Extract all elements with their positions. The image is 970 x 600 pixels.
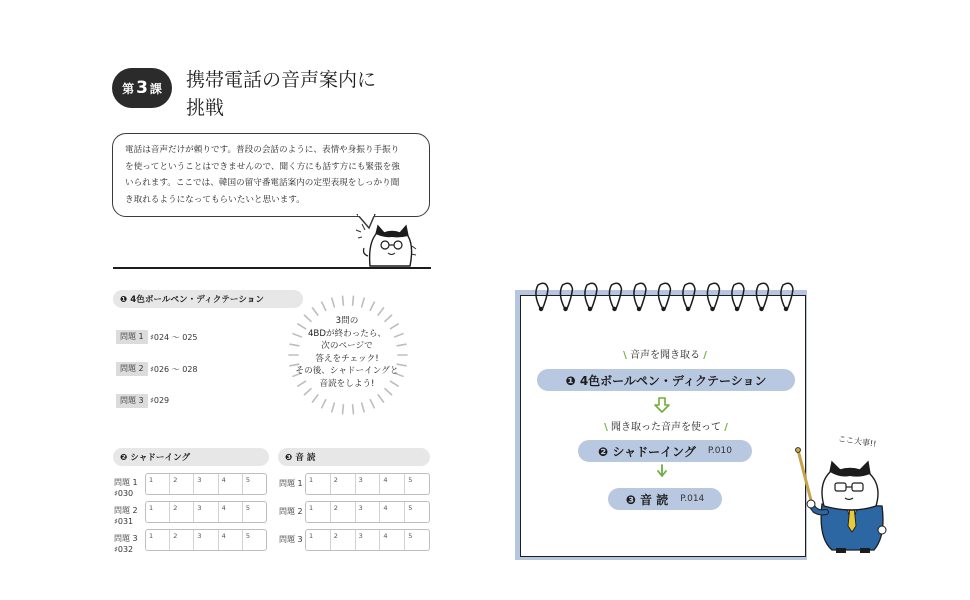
section2-row2-code: ♯031: [114, 517, 134, 526]
check-cell[interactable]: 3: [356, 474, 381, 494]
burst-tick: [370, 302, 374, 310]
binding-hole: [784, 307, 788, 311]
section2-row2-label: [114, 505, 138, 527]
pointing-cat-teacher-icon: [788, 446, 890, 554]
intro-line-1: 電話は音声だけが頼りです。普段の会話のように、表情や身振り手振り: [125, 145, 400, 155]
lesson-badge: [112, 68, 172, 108]
step1-dictation-pill: ❶ 4色ボールペン・ディクテーション: [537, 369, 795, 391]
note-line-6: 音読をしよう!: [319, 378, 375, 389]
check-cell[interactable]: 2: [331, 530, 356, 550]
arrow-down-outline-icon: [653, 396, 671, 414]
section3-row1-checkboxes[interactable]: [305, 473, 430, 495]
spiral-ring: [781, 283, 793, 310]
check-cell[interactable]: 2: [331, 502, 356, 522]
cat-speech: ここ大事!!: [837, 434, 877, 449]
section3-row3-label: 問題 3: [279, 535, 303, 544]
slash-right-icon: /: [703, 350, 707, 361]
caption-use-audio-text: 聞き取った音声を使って: [611, 422, 721, 433]
check-cell[interactable]: 5: [245, 476, 250, 484]
binding-hole: [759, 307, 763, 311]
lesson-number: 3: [136, 78, 148, 98]
section3-row1-label: 問題 1: [279, 479, 303, 488]
burst-tick: [343, 405, 344, 414]
caption-listen: [600, 346, 730, 361]
note-line-1: 3問の: [335, 316, 359, 326]
intro-speech-bubble: [112, 133, 430, 217]
section2-row1-label: [114, 477, 138, 499]
step3-page-ref: P.014: [680, 494, 705, 504]
section1-row1-range: ♯024 ～ 025: [150, 333, 198, 342]
lesson-title-line1: 携帯電話の音声案内に: [186, 69, 377, 91]
check-cell[interactable]: 3: [356, 502, 381, 522]
slash-right-icon: /: [724, 422, 728, 433]
check-cell[interactable]: 3: [194, 502, 218, 522]
section1-row1-tag: 問題 1: [116, 330, 148, 344]
burst-tick: [332, 403, 334, 412]
check-cell[interactable]: 4: [380, 530, 405, 550]
check-cell[interactable]: 2: [170, 530, 194, 550]
burst-tick: [322, 400, 326, 408]
step2-shadowing-pill: [578, 440, 752, 462]
section2-row1-checkboxes[interactable]: [145, 473, 267, 495]
section3-row2-checkboxes[interactable]: [305, 501, 430, 523]
burst-tick: [362, 298, 364, 307]
check-cell[interactable]: 1: [306, 502, 331, 522]
check-cell[interactable]: 4: [219, 502, 243, 522]
lesson-prefix: 第: [122, 81, 135, 96]
note-line-3: 次のページで: [321, 341, 373, 351]
check-cell[interactable]: 4: [219, 474, 243, 494]
binding-hole: [612, 307, 616, 311]
section1-row3-range: ♯029: [150, 396, 170, 405]
burst-tick: [322, 302, 326, 310]
burst-tick: [378, 395, 383, 402]
check-cell[interactable]: 2: [331, 474, 356, 494]
note-line-4: 答えをチェック!: [315, 353, 379, 364]
slash-left-icon: \: [604, 422, 608, 433]
lesson-suffix: 課: [149, 81, 162, 96]
caption-listen-text: 音声を聞き取る: [630, 350, 700, 361]
section1-heading: ❶ 4色ボールペン・ディクテーション: [113, 290, 303, 308]
section2-row3-title: 問題 3: [114, 534, 138, 543]
burst-tick: [362, 403, 364, 412]
binding-hole: [539, 307, 543, 311]
spiral-ring: [585, 283, 597, 310]
intro-line-3: いられます。ここでは、韓国の留守番電話案内の定型表現をしっかり聞: [125, 178, 400, 188]
check-cell[interactable]: 1: [146, 530, 170, 550]
caption-use-audio: [576, 418, 756, 433]
binding-hole: [686, 307, 690, 311]
burst-tick: [370, 400, 374, 408]
check-cell[interactable]: 5: [245, 504, 250, 512]
section1-row2-range: ♯026 ～ 028: [150, 365, 198, 374]
burst-tick: [343, 296, 344, 305]
check-cell[interactable]: 4: [380, 502, 405, 522]
check-cell[interactable]: 5: [408, 476, 413, 484]
step2-page-ref: P.010: [707, 446, 732, 456]
section2-row3-checkboxes[interactable]: [145, 529, 267, 551]
check-cell[interactable]: 4: [219, 530, 243, 550]
spiral-ring: [756, 283, 768, 310]
teacher-cat-small-icon: [348, 220, 420, 270]
binding-hole: [735, 307, 739, 311]
spiral-ring: [609, 283, 621, 310]
check-cell[interactable]: 5: [408, 504, 413, 512]
lesson-title-line2: 挑戦: [186, 97, 225, 119]
check-cell[interactable]: 5: [245, 532, 250, 540]
check-cell[interactable]: 1: [306, 474, 331, 494]
spiral-ring: [707, 283, 719, 310]
burst-tick: [312, 395, 317, 402]
burst-tick: [353, 405, 354, 414]
slash-left-icon: \: [623, 350, 627, 361]
check-cell[interactable]: 1: [146, 502, 170, 522]
spiral-rings-icon: [528, 280, 796, 314]
lesson-title: [186, 66, 436, 122]
check-cell[interactable]: 4: [380, 474, 405, 494]
intro-line-4: き取れるようになってもらいたいと思います。: [125, 194, 305, 205]
section3-row3-checkboxes[interactable]: [305, 529, 430, 551]
section2-row3-code: ♯032: [114, 545, 134, 554]
check-cell[interactable]: 2: [170, 474, 194, 494]
section2-row1-title: 問題 1: [114, 478, 138, 487]
spiral-ring: [732, 283, 744, 310]
section2-row1-code: ♯030: [114, 489, 134, 498]
note-line-2: 4BDが終わったら、: [307, 328, 387, 339]
binding-hole: [637, 307, 641, 311]
check-cell[interactable]: 3: [194, 530, 218, 550]
binding-hole: [563, 307, 567, 311]
section2-heading: ❷ シャドーイング: [113, 448, 269, 466]
section3-row2-label: 問題 2: [279, 507, 303, 516]
step3-label: ❸ 音 読: [625, 492, 669, 507]
section2-row3-label: [114, 533, 138, 555]
spiral-ring: [683, 283, 695, 310]
check-cell[interactable]: 1: [306, 530, 331, 550]
burst-tick: [353, 296, 354, 305]
binding-hole: [588, 307, 592, 311]
check-cell[interactable]: 3: [356, 530, 381, 550]
spiral-ring: [634, 283, 646, 310]
arrow-down-icon: [655, 464, 669, 478]
section1-row2-tag: 問題 2: [116, 362, 148, 376]
check-cell[interactable]: 2: [170, 502, 194, 522]
section3-heading: ❸ 音 読: [278, 448, 430, 466]
step2-label: ❷ シャドーイング: [598, 444, 696, 459]
section2-row2-title: 問題 2: [114, 506, 138, 515]
spiral-ring: [536, 283, 548, 310]
note-line-5: その後、シャドーイングと: [295, 366, 399, 376]
burst-tick: [332, 298, 334, 307]
intro-line-2: を使ってということはできませんので、聞く方にも話す方にも緊張を強: [125, 161, 400, 172]
check-cell[interactable]: 3: [194, 474, 218, 494]
step3-reading-pill: [608, 488, 722, 510]
section2-row2-checkboxes[interactable]: [145, 501, 267, 523]
check-cell[interactable]: 1: [146, 474, 170, 494]
check-cell[interactable]: 5: [408, 532, 413, 540]
section1-row3-tag: 問題 3: [116, 394, 148, 408]
binding-hole: [661, 307, 665, 311]
section-divider: [113, 267, 431, 269]
binding-hole: [710, 307, 714, 311]
spiral-ring: [560, 283, 572, 310]
spiral-ring: [658, 283, 670, 310]
instruction-note: [292, 315, 402, 390]
